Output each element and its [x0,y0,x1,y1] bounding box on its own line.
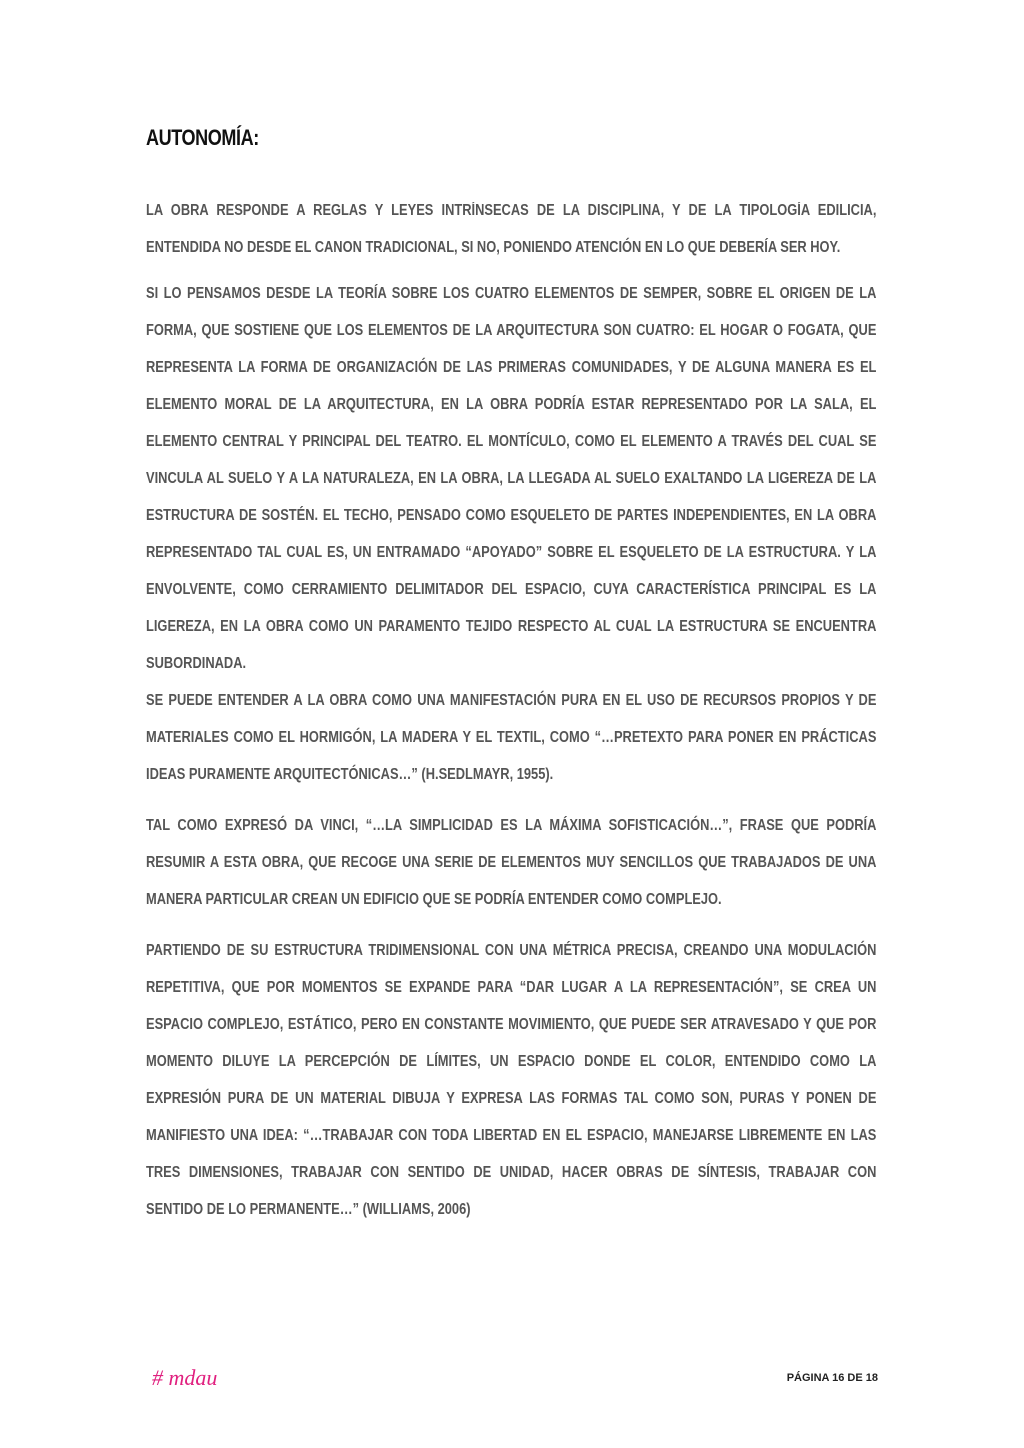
section-heading: AUTONOMÍA: [146,125,259,150]
body-text [146,192,876,1237]
paragraph-3: SE PUEDE ENTENDER A LA OBRA COMO UNA MANIFESTACIÓN PURA EN EL USO DE RECURSOS PROPIOS Y DE MATERIALES COMO EL HORMIGÓN, LA MADERA Y EL TEXTIL, COMO “…PRETEXTO PARA PONER EN PRÁCTICAS IDEAS PURAMENTE ARQUITECTÓNICAS…” (H.SEDLMAYR, 1955). [146,692,877,783]
paragraph-2: SI LO PENSAMOS DESDE LA TEORÍA SOBRE LOS CUATRO ELEMENTOS DE SEMPER, SOBRE EL ORIGEN DE LA FORMA, QUE SOSTIENE QUE LOS ELEMENTOS DE LA ARQUITECTURA SON CUATRO: EL HOGAR O FOGATA, QUE REPRESENTA LA FORMA DE ORGANIZACIÓN DE LAS PRIMERAS COMUNIDADES, Y DE ALGUNA MANERA ES EL ELEMENTO MORAL DE LA ARQUITECTURA, EN LA OBRA PODRÍA ESTAR REPRESENTADO POR LA SALA, EL ELEMENTO CENTRAL Y PRINCIPAL DEL TEATRO. EL MONTÍCULO, COMO EL ELEMENTO A TRAVÉS DEL CUAL SE VINCULA AL SUELO Y A LA NATURALEZA, EN LA OBRA, LA LLEGADA AL SUELO EXALTANDO LA LIGEREZA DE LA ESTRUCTURA DE SOSTÉN. EL TECHO, PENSADO COMO ESQUELETO DE PARTES INDEPENDIENTES, EN LA OBRA REPRESENTADO TAL CUAL ES, UN ENTRAMADO “APOYADO” SOBRE EL ESQUELETO DE LA ESTRUCTURA. Y LA ENVOLVENTE, COMO CERRAMIENTO DELIMITADOR DEL ESPACIO, CUYA CARACTERÍSTICA PRINCIPAL ES LA LIGEREZA, EN LA OBRA COMO UN PARAMENTO TEJIDO RESPECTO AL CUAL LA ESTRUCTURA SE ENCUENTRA SUBORDINADA. [146,285,877,672]
page-number: PÁGINA 16 DE 18 [786,1372,878,1384]
paragraph-5: PARTIENDO DE SU ESTRUCTURA TRIDIMENSIONAL CON UNA MÉTRICA PRECISA, CREANDO UNA MODULACIÓN REPETITIVA, QUE POR MOMENTOS SE EXPANDE PARA “DAR LUGAR A LA REPRESENTACIÓN”, SE CREA UN ESPACIO COMPLEJO, ESTÁTICO, PERO EN CONSTANTE MOVIMIENTO, QUE PUEDE SER ATRAVESADO Y QUE POR MOMENTO DILUYE LA PERCEPCIÓN DE LÍMITES, UN ESPACIO DONDE EL COLOR, ENTENDIDO COMO LA EXPRESIÓN PURA DE UN MATERIAL DIBUJA Y EXPRESA LAS FORMAS TAL COMO SON, PURAS Y PONEN DE MANIFIESTO UNA IDEA: “…TRABAJAR CON TODA LIBERTAD EN EL ESPACIO, MANEJARSE LIBREMENTE EN LAS TRES DIMENSIONES, TRABAJAR CON SENTIDO DE UNIDAD, HACER OBRAS DE SÍNTESIS, TRABAJAR CON SENTIDO DE LO PERMANENTE…” (WILLIAMS, 2006) [146,942,877,1218]
paragraph-4: TAL COMO EXPRESÓ DA VINCI, “…LA SIMPLICIDAD ES LA MÁXIMA SOFISTICACIÓN…”, FRASE QUE PODRÍA RESUMIR A ESTA OBRA, QUE RECOGE UNA SERIE DE ELEMENTOS MUY SENCILLOS QUE TRABAJADOS DE UNA MANERA PARTICULAR CREAN UN EDIFICIO QUE SE PODRÍA ENTENDER COMO COMPLEJO. [146,817,877,908]
paragraph-1: LA OBRA RESPONDE A REGLAS Y LEYES INTRÍNSECAS DE LA DISCIPLINA, Y DE LA TIPOLOGÍA EDILICIA, ENTENDIDA NO DESDE EL CANON TRADICIONAL, SI NO, PONIENDO ATENCIÓN EN LO QUE DEBERÍA SER HOY. [146,202,877,256]
mdau-logo: # mdau [152,1365,218,1390]
